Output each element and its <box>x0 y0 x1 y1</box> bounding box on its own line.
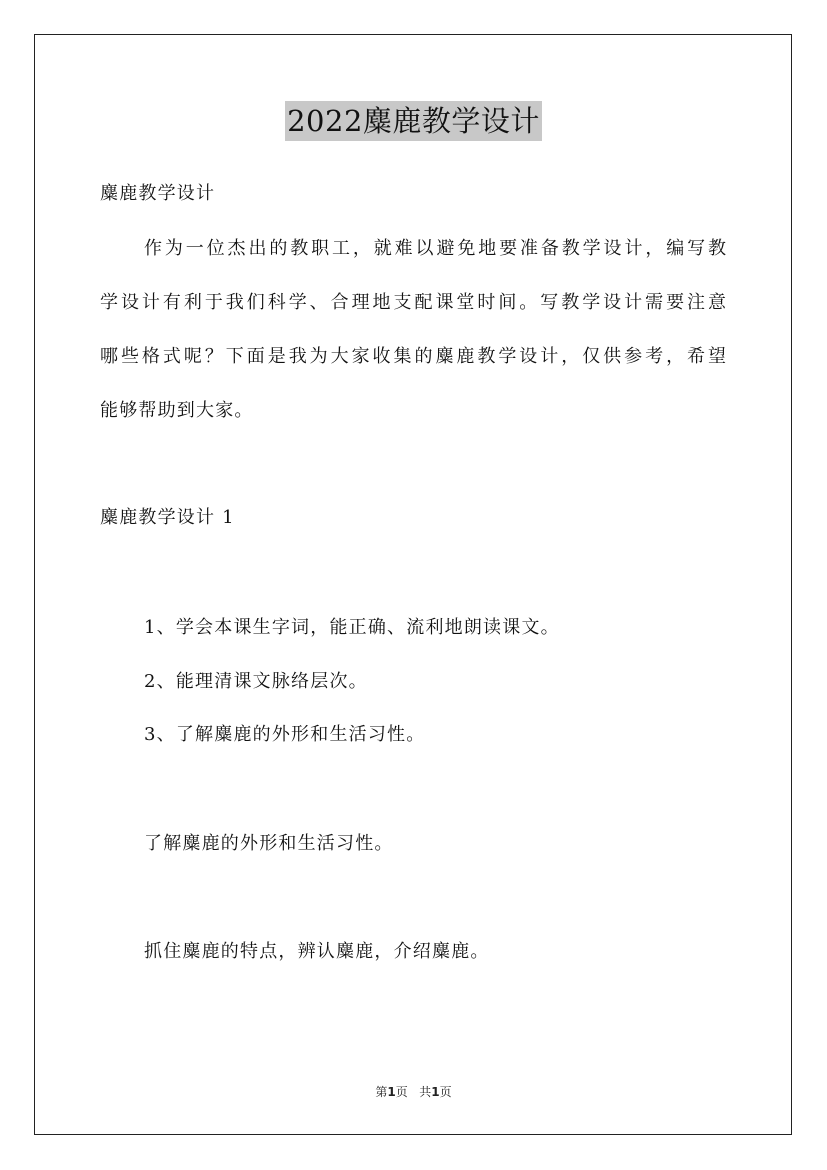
footer-total-number: 1 <box>431 1085 440 1099</box>
document-subtitle: 麋鹿教学设计 <box>100 183 216 204</box>
footer-page-suffix: 页 <box>395 1085 408 1099</box>
footer-page-number: 1 <box>387 1085 396 1099</box>
title-container <box>0 101 827 141</box>
footer-page-prefix: 第 <box>375 1085 388 1099</box>
intro-line-4: 能够帮助到大家。 <box>100 400 254 421</box>
goal-item-2: 2、能理清课文脉络层次。 <box>144 671 368 692</box>
footer-total-suffix: 页 <box>439 1085 452 1099</box>
goal-item-3: 3、了解麋鹿的外形和生活习性。 <box>144 724 426 745</box>
intro-line-1: 作为一位杰出的教职工，就难以避免地要准备教学设计，编写教 <box>144 238 726 259</box>
document-title: 2022麋鹿教学设计 <box>285 101 542 141</box>
footer-total-prefix: 共 <box>419 1085 432 1099</box>
intro-line-2: 学设计有利于我们科学、合理地支配课堂时间。写教学设计需要注意 <box>100 292 726 313</box>
goal-item-1: 1、学会本课生字词，能正确、流利地朗读课文。 <box>144 617 560 638</box>
intro-line-3: 哪些格式呢？下面是我为大家收集的麋鹿教学设计，仅供参考，希望 <box>100 346 726 367</box>
key-point-text: 了解麋鹿的外形和生活习性。 <box>144 833 394 854</box>
difficulty-text: 抓住麋鹿的特点，辨认麋鹿，介绍麋鹿。 <box>144 941 490 962</box>
section-heading: 麋鹿教学设计 1 <box>100 507 235 528</box>
page-footer <box>0 1084 827 1100</box>
